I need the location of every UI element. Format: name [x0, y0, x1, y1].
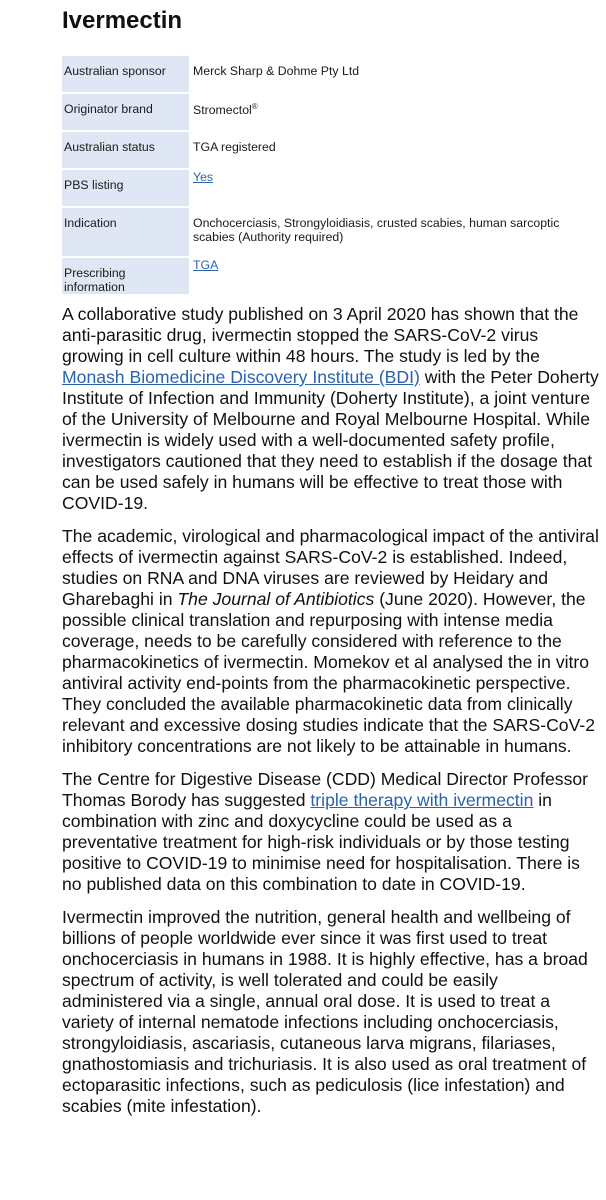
table-row	[62, 208, 592, 256]
row-value-indication: Onchocerciasis, Strongyloidiasis, crusted scabies, human sarcoptic scabies (Authority required)	[193, 216, 560, 244]
drug-info-table	[62, 54, 592, 296]
table-row	[62, 94, 592, 130]
paragraph-text: (June 2020). However, the possible clinical translation and repurposing with intense media coverage, needs to be carefully considered with reference to the pharmacokinetics of ivermectin. Momekov et al analysed the in vitro antiviral activity end-points from the pharmacokinetic perspective. They concluded the available pharmacokinetic data from clinically relevant and excessive dosing studies indicate that the SARS-CoV-2 inhibitory concentrations are not likely to be attainable in humans.	[62, 589, 596, 756]
registered-mark: ®	[251, 102, 258, 111]
paragraph-text: in combination with zinc and doxycycline could be used as a preventative treatment for high-risk individuals or by those testing positive to COVID-19 to minimise need for hospitalisation. There is no published data on this combination to date in COVID-19.	[62, 790, 580, 894]
paragraph-text: Ivermectin improved the nutrition, general health and wellbeing of billions of people worldwide ever since it was first used to treat onchocerciasis in humans in 1988. It is highly effective, has a broad spectrum of activity, is well tolerated and could be easily administered via a single, annual oral dose. It is used to treat a variety of internal nematode infections including onchocerciasis, strongyloidiasis, ascariasis, cutaneous larva migrans, filariases, gnathostomiasis and trichuriasis. It is also used as oral treatment of ectoparasitic infections, such as pediculosis (lice infestation) and scabies (mite infestation).	[62, 907, 588, 1116]
row-label-sponsor: Australian sponsor	[62, 56, 189, 92]
row-label-pbs: PBS listing	[62, 170, 189, 206]
row-value-status: TGA registered	[193, 140, 276, 154]
row-value-sponsor: Merck Sharp & Dohme Pty Ltd	[193, 64, 360, 78]
monash-bdi-link[interactable]: Monash Biomedicine Discovery Institute (BDI)	[62, 367, 420, 387]
table-row	[62, 56, 592, 92]
table-row	[62, 258, 592, 294]
tga-link[interactable]: TGA	[193, 258, 219, 272]
paragraph-text: with the Peter Doherty Institute of Infection and Immunity (Doherty Institute), a joint venture of the University of Melbourne and Royal Melbourne Hospital. While ivermectin is widely used with a well-documented safety profile, investigators cautioned that they need to establish if the dosage that can be used safely in humans will be effective to treat those with COVID-19.	[62, 367, 599, 513]
row-value-pbs	[189, 170, 592, 206]
table-row	[62, 132, 592, 168]
paragraph-4	[62, 907, 602, 1117]
row-label-brand: Originator brand	[62, 94, 189, 130]
paragraph-1	[62, 304, 602, 514]
article-body	[62, 304, 606, 1117]
table-row	[62, 170, 592, 206]
row-value-brand	[189, 94, 592, 130]
row-label-indication: Indication	[62, 208, 189, 256]
triple-therapy-link[interactable]: triple therapy with ivermectin	[310, 790, 534, 810]
paragraph-text: The Centre for Digestive Disease (CDD) Medical Director Professor Thomas Borody has suggested	[62, 769, 589, 810]
page-title: Ivermectin	[62, 7, 183, 34]
row-label-status: Australian status	[62, 132, 189, 168]
paragraph-text: The academic, virological and pharmacological impact of the antiviral effects of ivermectin against SARS-CoV-2 is established. Indeed, studies on RNA and DNA viruses are reviewed by Heidary and Gharebaghi in	[62, 526, 599, 609]
journal-title: The Journal of Antibiotics	[177, 589, 375, 609]
paragraph-text: A collaborative study published on 3 April 2020 has shown that the anti-parasitic drug, ivermectin stopped the SARS-CoV-2 virus growing in cell culture within 48 hours. The study is led by the	[62, 304, 579, 366]
pbs-link[interactable]: Yes	[193, 170, 214, 184]
brand-name: Stromectol	[193, 103, 252, 118]
paragraph-2	[62, 526, 602, 757]
paragraph-3	[62, 769, 602, 895]
row-value-prescribing	[189, 258, 592, 294]
row-label-prescribing: Prescribing information	[62, 258, 189, 294]
